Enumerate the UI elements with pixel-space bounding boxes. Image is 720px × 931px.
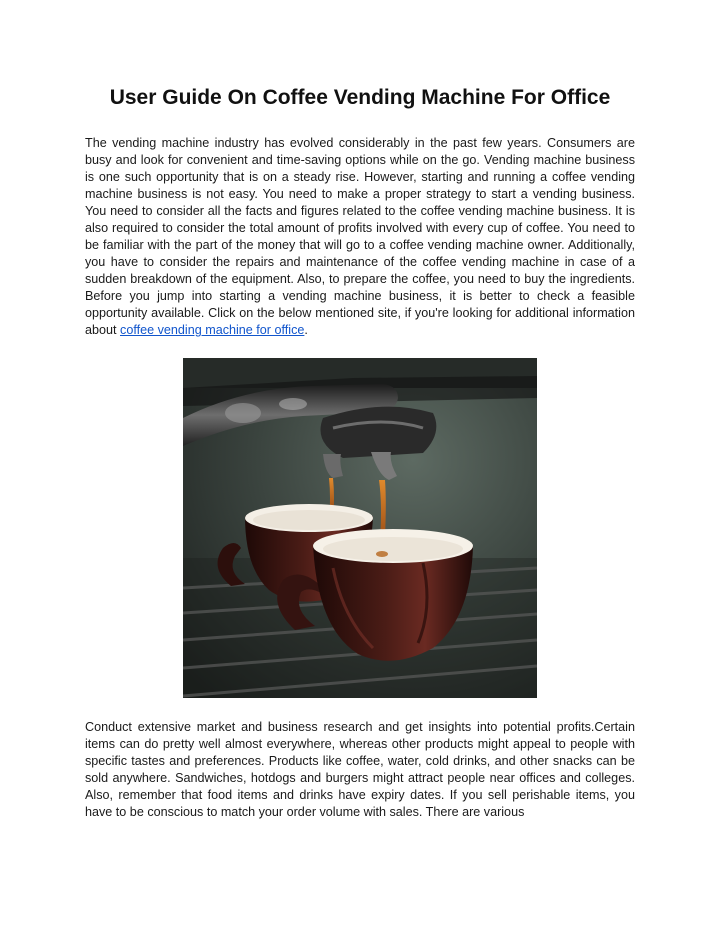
intro-paragraph-text: The vending machine industry has evolved considerably in the past few years. Consumers are busy and look for convenient and time-saving options while on the go. Vending machine business is one such opportunity that is on a steady rise. However, starting and running a coffee vending machine business is not easy. You need to make a proper strategy to start a vending business. You need to consider all the facts and figures related to the coffee vending machine business. It is also required to consider the total amount of profits involved with every cup of coffee. You need to be familiar with the part of the money that will go to a coffee vending machine owner. Additionally, you have to consider the repairs and maintenance of the coffee vending machine in case of a sudden breakdown of the equipment. Also, to prepare the coffee, you need to buy the ingredients. Before you jump into starting a vending machine business, it is better to check a feasible opportunity available. Click on the below mentioned site, if you're looking for additional information about: [85, 136, 635, 337]
coffee-vending-link[interactable]: coffee vending machine for office: [120, 323, 305, 337]
page-title: User Guide On Coffee Vending Machine For Office: [109, 86, 611, 109]
group-head: [321, 407, 437, 458]
intro-paragraph-end: .: [304, 323, 308, 337]
research-paragraph: Conduct extensive market and business research and get insights into potential profits.Certain items can do pretty well almost everywhere, whereas other products might appeal to people with specific tastes and preferences. Products like coffee, water, cold drinks, and other snacks can be sold anywhere. Sandwiches, hotdogs and burgers might attract people near offices and colleges. Also, remember that food items and drinks have expiry dates. If you sell perishable items, you have to be conscious to match your order volume with sales. There are various: [85, 720, 635, 819]
espresso-illustration: [183, 358, 537, 698]
intro-paragraph: [85, 135, 635, 339]
espresso-photo: [183, 358, 537, 698]
